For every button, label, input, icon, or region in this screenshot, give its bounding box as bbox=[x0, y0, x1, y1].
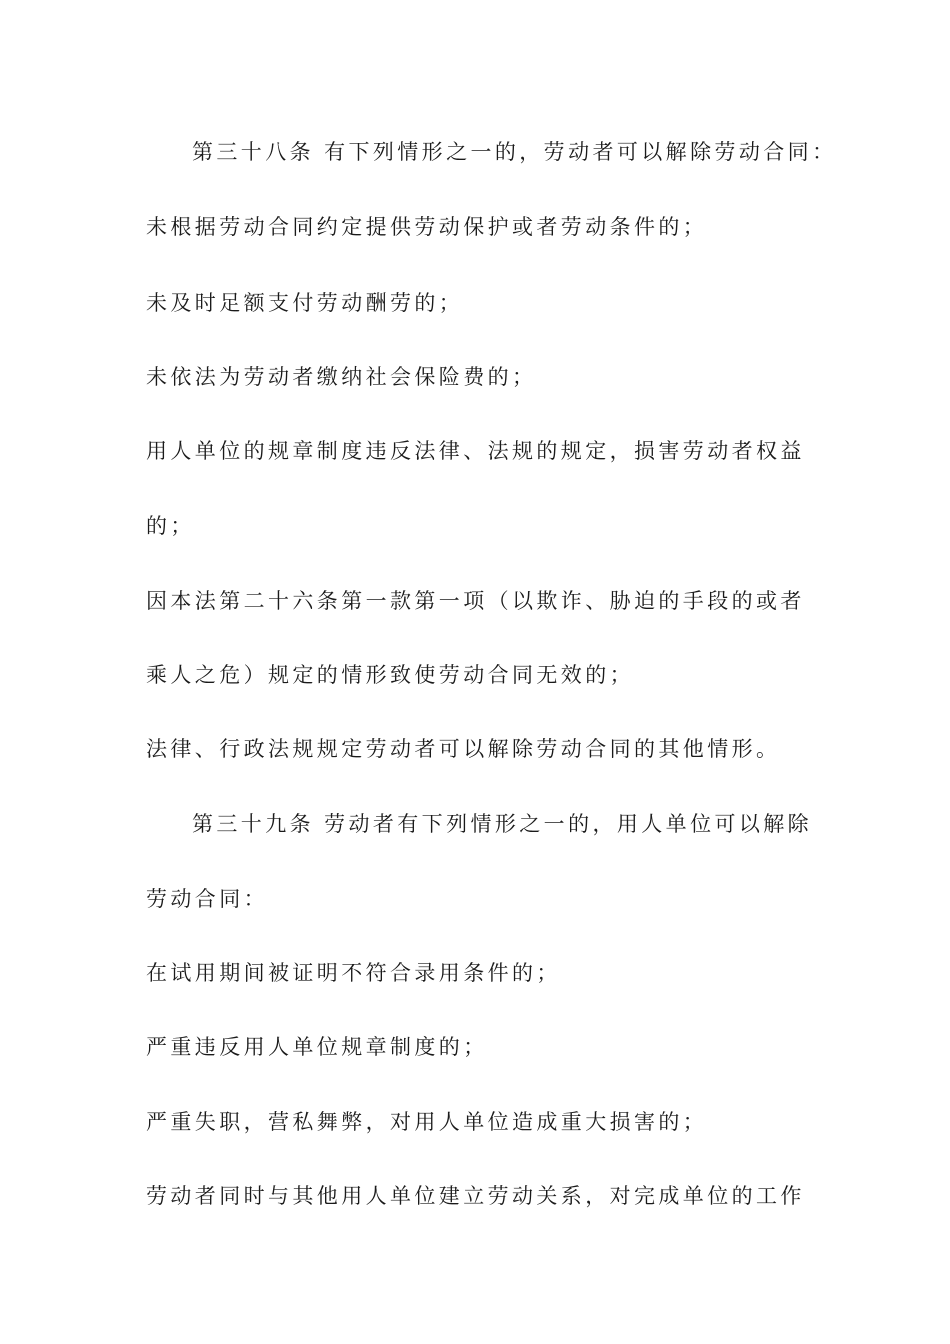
article-38-item-1: 未根据劳动合同约定提供劳动保护或者劳动条件的； bbox=[146, 215, 708, 239]
article-39-heading: 第三十九条 劳动者有下列情形之一的，用人单位可以解除 bbox=[192, 812, 813, 836]
article-39-heading-cont: 劳动合同： bbox=[146, 887, 268, 911]
article-38-item-6: 法律、行政法规规定劳动者可以解除劳动合同的其他情形。 bbox=[146, 737, 781, 761]
article-38-item-3: 未依法为劳动者缴纳社会保险费的； bbox=[146, 365, 537, 389]
article-38-item-5: 因本法第二十六条第一款第一项（以欺诈、胁迫的手段的或者 bbox=[146, 589, 805, 613]
article-38-heading: 第三十八条 有下列情形之一的，劳动者可以解除劳动合同： bbox=[192, 140, 837, 164]
article-39-item-1: 在试用期间被证明不符合录用条件的； bbox=[146, 961, 561, 985]
article-38-item-5-cont: 乘人之危）规定的情形致使劳动合同无效的； bbox=[146, 663, 634, 687]
article-39-item-4: 劳动者同时与其他用人单位建立劳动关系，对完成单位的工作 bbox=[146, 1184, 805, 1208]
article-38-item-2: 未及时足额支付劳动酬劳的； bbox=[146, 291, 464, 315]
article-39-item-2: 严重违反用人单位规章制度的； bbox=[146, 1035, 488, 1059]
article-39-item-3: 严重失职，营私舞弊，对用人单位造成重大损害的； bbox=[146, 1110, 708, 1134]
article-38-item-4-cont: 的； bbox=[146, 514, 195, 538]
article-38-item-4: 用人单位的规章制度违反法律、法规的规定，损害劳动者权益 bbox=[146, 439, 805, 463]
